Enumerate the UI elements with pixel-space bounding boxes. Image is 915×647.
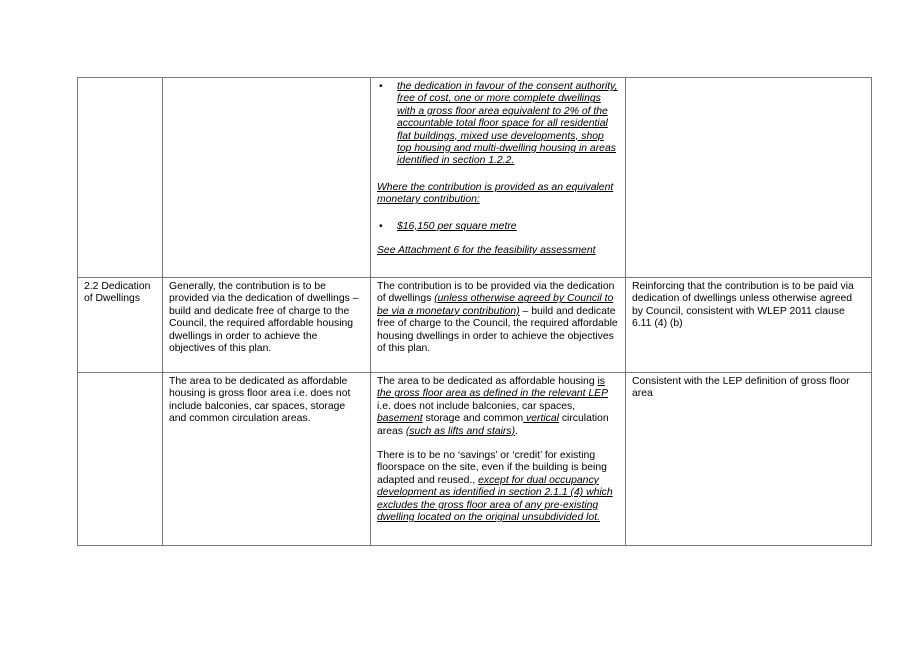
gfa-text-c: the gross floor area as defined in the relevant LEP: [377, 388, 609, 400]
savings-text-a: There is to be no ‘savings’ or ‘credit’ for existing floorspace on the site, even if the building is being adapted and reused.,: [377, 450, 607, 486]
row3-current-cell: [163, 373, 371, 546]
gfa-text-h: circulation areas: [377, 413, 609, 437]
proposed-text-part3: – build and dedicate free of charge to the Council, the required affordable housing dwellings in order to achieve the objectives of this plan.: [377, 305, 618, 355]
row1-proposed-cell: [371, 78, 626, 278]
rate-bullet: [397, 221, 619, 233]
proposed-text-part2: (unless otherwise agreed by Council to be via a monetary contribution): [377, 293, 614, 317]
row3-section-cell: [78, 373, 163, 546]
savings-text-b: except for dual occupancy development as identified in section 2.1.1 (4) which excludes the gross floor area of any pre-existing dwelling located on the original unsubdivided lot.: [377, 474, 613, 524]
current-provision-text: Generally, the contribution is to be provided via the dedication of dwellings – build and dedicate free of charge to the Council, the required affordable housing dwellings in order to achieve the objectives of this plan.: [169, 281, 359, 355]
row1-current-cell: [163, 78, 371, 278]
comment-text: Consistent with the LEP definition of gross floor area: [632, 376, 850, 400]
current-provision-text: The area to be dedicated as affordable housing is gross floor area i.e. does not include balconies, car spaces, storage and common circulation areas.: [169, 376, 351, 425]
attachment-note: See Attachment 6 for the feasibility assessment: [377, 245, 596, 257]
gfa-text-e: basement: [377, 413, 423, 425]
gfa-text-j: .: [515, 425, 518, 437]
dedication-bullet-text: the dedication in favour of the consent authority, free of cost, one or more complete dwellings with a gross floor area equivalent to 2% of the accountable total floor space for all residential flat buildings, mixed use developments, shop top housing and multi-dwelling housing in areas identified in section 1.2.2.: [397, 81, 618, 167]
table-row: [78, 373, 872, 546]
rate-bullet-list: [377, 221, 619, 233]
row2-comment-cell: [626, 278, 872, 373]
row2-current-cell: [163, 278, 371, 373]
row3-comment-cell: [626, 373, 872, 546]
section-label: 2.2 Dedication of Dwellings: [84, 281, 151, 305]
table-row: [78, 78, 872, 278]
table-row: [78, 278, 872, 373]
gfa-text-g: vertical: [523, 413, 559, 425]
policy-table: [77, 77, 872, 546]
row1-section-cell: [78, 78, 163, 278]
dedication-bullet: [397, 81, 619, 168]
savings-credit-paragraph: [377, 450, 619, 524]
gfa-text-f: storage and common: [422, 413, 524, 425]
row2-section-cell: [78, 278, 163, 373]
monetary-contribution-heading: Where the contribution is provided as an equivalent monetary contribution:: [377, 181, 614, 206]
gross-floor-area-paragraph: [377, 376, 619, 438]
comment-text: Reinforcing that the contribution is to be paid via dedication of dwellings unless otherwise agreed by Council, consistent with WLEP 2011 clause 6.11 (4) (b): [632, 281, 854, 330]
gfa-text-a: The area to be dedicated as affordable housing: [377, 376, 598, 387]
row1-comment-cell: [626, 78, 872, 278]
rate-bullet-text: $16,150 per square metre: [397, 220, 517, 232]
gfa-text-i: (such as lifts and stairs): [405, 425, 516, 437]
row3-proposed-cell: [371, 373, 626, 546]
proposed-text-part1: The contribution is to be provided via the dedication of dwellings: [377, 281, 615, 305]
gfa-text-d: i.e. does not include balconies, car spaces,: [377, 400, 576, 412]
dedication-bullet-list: [377, 81, 619, 168]
row2-proposed-cell: [371, 278, 626, 373]
gfa-text-b: is: [597, 376, 605, 387]
